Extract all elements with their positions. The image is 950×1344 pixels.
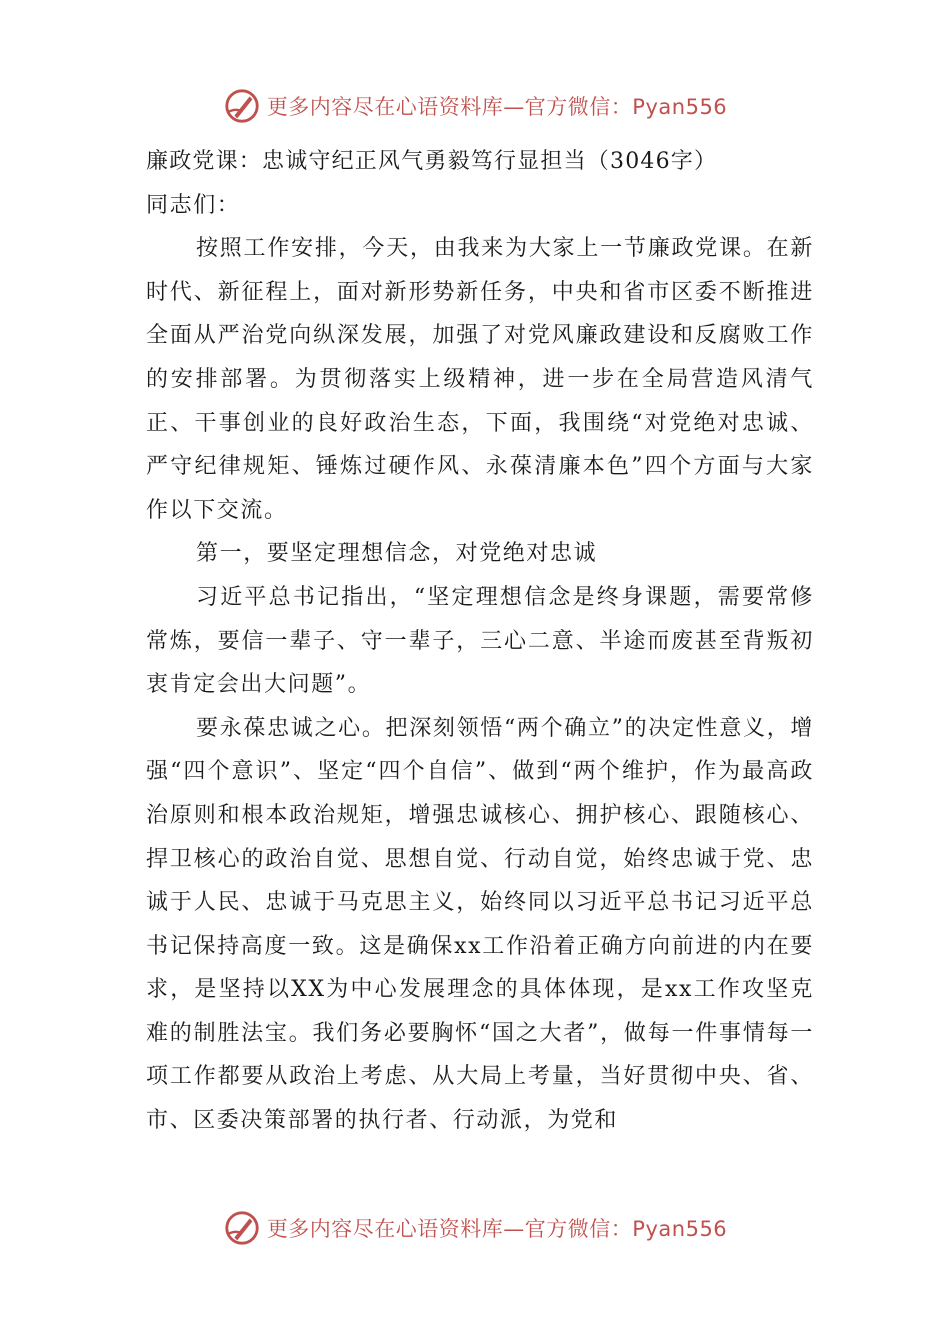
pen-logo-icon <box>223 1209 261 1247</box>
paragraph-intro: 按照工作安排，今天，由我来为大家上一节廉政党课。在新时代、新征程上，面对新形势新任务，中央和省市区委不断推进全面从严治党向纵深发展，加强了对党风廉政建设和反腐败工作的安排部署。为贯彻落实上级精神，进一步在全局营造风清气正、干事创业的良好政治生态，下面，我围绕“对党绝对忠诚、严守纪律规矩、锤炼过硬作风、永葆清廉本色”四个方面与大家作以下交流。 <box>146 236 814 523</box>
paragraph-loyalty: 要永葆忠诚之心。把深刻领悟“两个确立”的决定性意义，增强“四个意识”、坚定“四个自信”、做到“两个维护，作为最高政治原则和根本政治规矩，增强忠诚核心、拥护核心、跟随核心、捍卫核心的政治自觉、思想自觉、行动自觉，始终忠诚于党、忠诚于人民、忠诚于马克思主义，始终同以习近平总书记习近平总书记保持高度一致。这是确保xx工作沿着正确方向前进的内在要求，是坚持以XX为中心发展理念的具体体现，是xx工作攻坚克难的制胜法宝。我们务必要胸怀“国之大者”，做每一件事情每一项工作都要从政治上考虑、从大局上考量，当好贯彻中央、省、市、区委决策部署的执行者、行动派，为党和 <box>146 715 814 1134</box>
document-body <box>146 140 814 1143</box>
pen-logo-icon <box>223 87 261 125</box>
greeting: 同志们： <box>146 192 241 218</box>
watermark-text: 更多内容尽在心语资料库—官方微信：Pyan556 <box>266 1217 728 1241</box>
paragraph-quote: 习近平总书记指出，“坚定理想信念是终身课题，需要常修常炼，要信一辈子、守一辈子，三心二意、半途而废甚至背叛初衷肯定会出大问题”。 <box>146 584 814 698</box>
watermark-text: 更多内容尽在心语资料库—官方微信：Pyan556 <box>266 95 728 119</box>
watermark-banner-top <box>0 84 950 128</box>
watermark-banner-bottom <box>0 1206 950 1250</box>
section-heading-1: 第一，要坚定理想信念，对党绝对忠诚 <box>196 541 598 567</box>
document-title: 廉政党课：忠诚守纪正风气勇毅笃行显担当（3046字） <box>146 149 718 174</box>
